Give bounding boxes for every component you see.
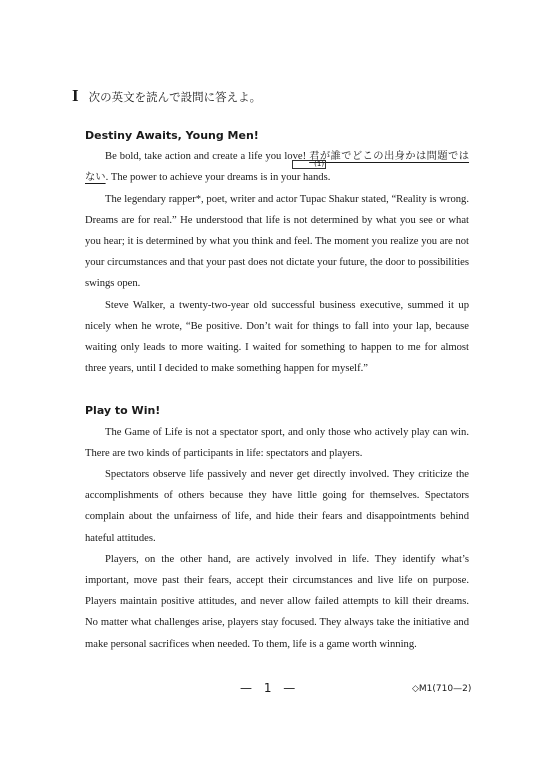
passage — [85, 125, 469, 655]
underline-marker: (1) — [292, 160, 326, 169]
heading-play: Play to Win! — [85, 404, 161, 418]
section-header — [72, 86, 261, 106]
page-number: — 1 — — [240, 681, 300, 695]
paragraph: The legendary rapper*, poet, writer and actor Tupac Shakur stated, “Reality is wrong. Dreams are for real.” He understood that life is not determined by what you see or what you hear; it is determined by what you think and feel. The moment you realize you are not your circumstances and that your past does not dictate your future, the door to possibilities swings open. — [85, 193, 469, 290]
paragraph: Players, on the other hand, are actively involved in life. They identify what’s important, move past their fears, accept their circumstances and live life on purpose. Players maintain positive attitudes, and never allow failed attempts to kill their dreams. No matter what challenges arise, players stay focused. They always take the initiative and make personal sacrifices when needed. To them, life is a game worth winning. — [85, 553, 469, 650]
paragraph: Steve Walker, a twenty-two-year old successful business executive, summed it up nicely when he wrote, “Be positive. Don’t wait for things to fall into your lap, because waiting only leads to more waiting. I waited for something to happen to me for almost three years, until I decided to make something happen for myself.” — [85, 299, 469, 375]
section-number: I — [72, 86, 79, 105]
exam-code: ◇M1(710—2) — [412, 684, 472, 694]
underlined-text: 君が誰でどこの出身かは問題ではない — [85, 150, 470, 184]
paragraph — [85, 146, 469, 188]
section-instruction: 次の英文を読んで設問に答えよ。 — [88, 90, 262, 104]
spacer — [85, 379, 469, 400]
heading-destiny: Destiny Awaits, Young Men! — [85, 129, 259, 142]
paragraph-text: Be bold, take action and create a life you love! — [105, 151, 307, 163]
paragraph: The Game of Life is not a spectator sport, and only those who actively play can win. There are two kinds of participants in life: spectators and players. — [85, 426, 469, 459]
paragraph-text: . The power to achieve your dreams is in your hands. — [105, 172, 331, 184]
paragraph: Spectators observe life passively and never get directly involved. They criticize the accomplishments of others because they have little going for themselves. Spectators complain about the unfairness of life, and hide their fears and disappointments behind hateful attitudes. — [85, 469, 469, 544]
